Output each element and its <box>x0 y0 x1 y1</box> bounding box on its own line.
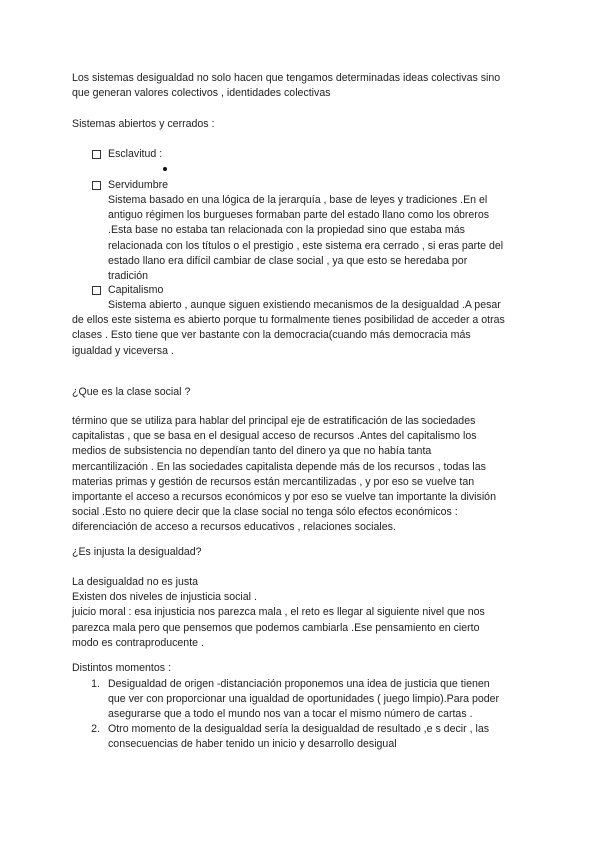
capitalismo-description <box>72 298 532 359</box>
section-heading-momentos: Distintos momentos : <box>72 662 171 674</box>
text-line: relacionada con los títulos o el prestigio , este sistema era cerrado , si eras parte del <box>108 239 504 252</box>
text-line: importante el acceso a recursos económicos y por eso se vuelve tan importante la división <box>72 491 496 504</box>
text-line: capitalistas , que se basa en el desigual acceso de recursos .Antes del capitalismo los <box>72 430 477 443</box>
bullet-icon <box>163 167 167 171</box>
text-line: igualdad y viceversa . <box>72 344 174 357</box>
servidumbre-description <box>108 193 538 284</box>
text-line: .Esta base no estaba tan relacionada con la propiedad sino que estaba más <box>108 224 465 237</box>
list-number: 1. <box>91 678 100 690</box>
injusta-paragraph <box>72 575 532 651</box>
text-line: que ver con proporcionar una igualdad de oportunidades ( juego limpio).Para poder <box>108 693 500 706</box>
list-item <box>108 677 538 723</box>
text-line: materias primas y gestión de recursos están mercantilizadas , y por eso se vuelve tan <box>72 475 475 488</box>
checklist-item-esclavitud: Esclavitud : <box>108 148 163 160</box>
text-line: término que se utiliza para hablar del principal eje de estratificación de las sociedades <box>72 415 476 427</box>
text-line: Otro momento de la desigualdad sería la desigualdad de resultado ,e s decir , las <box>108 723 490 735</box>
text-line: diferenciación de acceso a recursos educativos , relaciones sociales. <box>72 521 396 534</box>
text-line: de ellos este sistema es abierto porque tu formalmente tienes posibilidad de acceder a otras <box>72 314 505 327</box>
text-line: La desigualdad no es justa <box>72 576 199 588</box>
checkbox-icon <box>92 286 101 295</box>
list-item <box>108 722 538 752</box>
text-line: social .Esto no quiere decir que la clase social no tenga sólo efectos económicos : <box>72 506 458 519</box>
text-line: tradición <box>108 270 149 283</box>
checkbox-icon <box>92 181 101 190</box>
text-line: Desigualdad de origen -distanciación proponemos una idea de justicia que tienen <box>108 678 490 690</box>
text-line: modo es contraproducente . <box>72 636 204 649</box>
clase-social-paragraph <box>72 414 532 536</box>
text-line: mercantilización . En las sociedades capitalista depende más de los recursos , todas las <box>72 460 486 473</box>
text-line: clases . Esto tiene que ver bastante con la democracia(cuando más democracia más <box>72 329 471 342</box>
section-heading-injusta: ¿Es injusta la desigualdad? <box>72 546 202 558</box>
section-heading-clase-social: ¿Que es la clase social ? <box>72 386 191 398</box>
text-line: medios de subsistencia no dependían tanto del dinero ya que no había tanta <box>72 445 432 458</box>
text-line: Sistema abierto , aunque siguen existiendo mecanismos de la desigualdad .A pesar <box>108 299 501 311</box>
section-heading-sistemas: Sistemas abiertos y cerrados : <box>72 118 215 130</box>
text-line: antiguo régimen los burgueses formaban parte del estado llano como los obreros <box>108 209 490 222</box>
text-line: consecuencias de haber tenido un inicio y desarrollo desigual <box>108 738 397 751</box>
text-line: Los sistemas desigualdad no solo hacen que tengamos determinadas ideas colectivas sino <box>72 72 501 84</box>
text-line: juicio moral : esa injusticia nos parezca mala , el reto es llegar al siguiente nivel que nos <box>72 606 485 619</box>
text-line: estado llano era difícil cambiar de clase social , ya que esto se heredaba por <box>108 254 468 267</box>
text-line: asegurarse que a todo el mundo nos van a tocar el mismo número de cartas . <box>108 708 473 721</box>
list-number: 2. <box>91 723 100 735</box>
checkbox-icon <box>92 150 101 159</box>
checklist-item-capitalismo: Capitalismo <box>108 284 164 296</box>
text-line: que generan valores colectivos , identidades colectivas <box>72 87 331 100</box>
text-line: Existen dos niveles de injusticia social . <box>72 591 257 604</box>
intro-paragraph <box>72 71 532 101</box>
text-line: parezca mala pero que pensemos que podemos cambiarla .Ese pensamiento en cierto <box>72 621 480 634</box>
checklist-item-servidumbre: Servidumbre <box>108 179 169 191</box>
text-line: Sistema basado en una lógica de la jerarquía , base de leyes y tradiciones .En el <box>108 194 488 206</box>
